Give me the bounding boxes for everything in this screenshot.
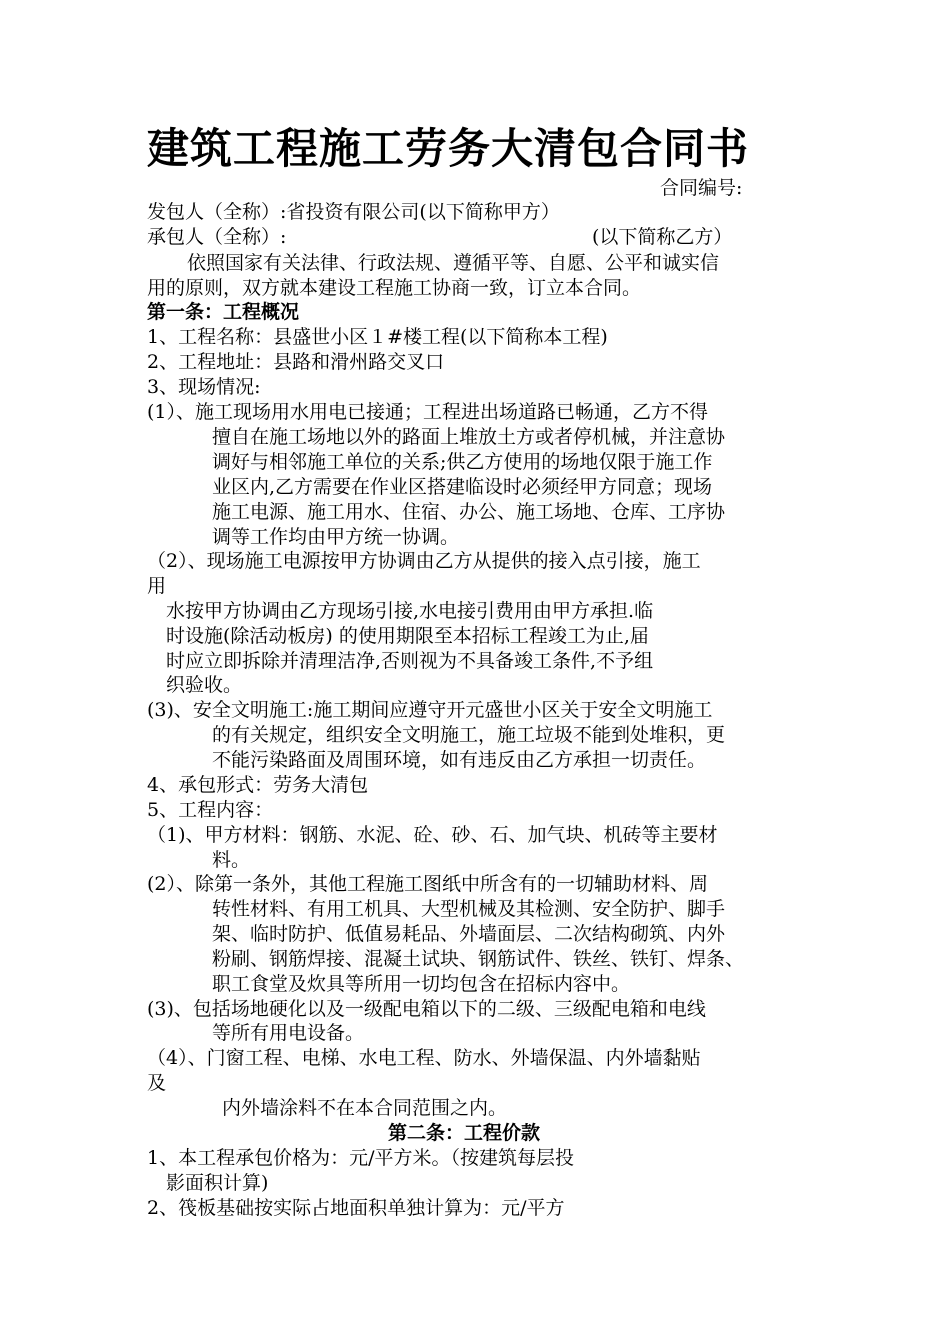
- document-title: 建筑工程施工劳务大清包合同书: [147, 124, 750, 173]
- site-conditions-heading: 3、现场情况:: [147, 376, 261, 398]
- site-item-3-line: (3)、安全文明施工:施工期间应遵守开元盛世小区关于安全文明施工: [147, 699, 713, 721]
- site-item-2-line: 时设施(除活动板房) 的使用期限至本招标工程竣工为止,届: [166, 625, 649, 647]
- site-item-1-line: 调好与相邻施工单位的关系;供乙方使用的场地仅限于施工作: [212, 451, 713, 473]
- site-item-2-line: （2）、现场施工电源按甲方协调由乙方从提供的接入点引接，施工: [147, 550, 701, 572]
- content-item-1-line: 料。: [212, 849, 251, 871]
- party-a-line: 发包人（全称）:省投资有限公司(以下简称甲方）: [147, 201, 560, 223]
- content-item-4-line: （4）、门窗工程、电梯、水电工程、防水、外墙保温、内外墙黏贴: [147, 1047, 701, 1069]
- site-item-2-line: 时应立即拆除并清理洁净,否则视为不具备竣工条件,不予组: [166, 650, 654, 672]
- raft-foundation-price: 2、筏板基础按实际占地面积单独计算为：元/平方: [147, 1197, 565, 1219]
- article-2-heading: 第二条：工程价款: [388, 1122, 541, 1144]
- site-item-1-line: 施工电源、施工用水、住宿、办公、施工场地、仓库、工序协: [212, 501, 726, 523]
- project-address: 2、工程地址：县路和滑州路交叉口: [147, 351, 445, 373]
- party-b-label: 承包人（全称）:: [147, 226, 287, 248]
- site-item-3-line: 不能污染路面及周围环境，如有违反由乙方承担一切责任。: [212, 749, 707, 771]
- contract-form: 4、承包形式：劳务大清包: [147, 774, 369, 796]
- content-item-2-line: 架、临时防护、低值易耗品、外墙面层、二次结构砌筑、内外: [212, 923, 726, 945]
- content-item-1-line: （1)、甲方材料：钢筋、水泥、砼、砂、石、加气块、机砖等主要材: [147, 824, 718, 846]
- intro-line: 依照国家有关法律、行政法规、遵循平等、自愿、公平和诚实信: [187, 252, 720, 274]
- site-item-2-line: 织验收。: [166, 674, 243, 696]
- party-b-suffix: (以下简称乙方）: [592, 226, 733, 248]
- site-item-1-line: 擅自在施工场地以外的路面上堆放土方或者停机械，并注意协: [212, 426, 726, 448]
- content-item-2-line: 职工食堂及炊具等所用一切均包含在招标内容中。: [212, 973, 631, 995]
- intro-line: 用的原则，双方就本建设工程施工协商一致，订立本合同。: [147, 277, 642, 299]
- content-item-2-line: (2）、除第一条外，其他工程施工图纸中所含有的一切辅助材料、周: [147, 873, 709, 895]
- site-item-3-line: 的有关规定，组织安全文明施工，施工垃圾不能到处堆积，更: [212, 724, 726, 746]
- project-content-heading: 5、工程内容：: [147, 799, 274, 821]
- project-name: 1、工程名称：县盛世小区１#楼工程(以下简称本工程): [147, 326, 608, 348]
- site-item-1-line: 调等工作均由甲方统一协调。: [212, 526, 460, 548]
- content-item-4-line: 及: [147, 1072, 167, 1094]
- site-item-1-line: 业区内,乙方需要在作业区搭建临设时必须经甲方同意；现场: [212, 476, 713, 498]
- content-item-4-line: 内外墙涂料不在本合同范围之内。: [222, 1097, 508, 1119]
- content-item-3-line: 等所有用电设备。: [212, 1022, 365, 1044]
- price-line: 1、本工程承包价格为：元/平方米。（按建筑每层投: [147, 1147, 574, 1169]
- contract-number-label: 合同编号:: [660, 177, 743, 199]
- site-item-1-line: (1）、施工现场用水用电已接通；工程进出场道路已畅通，乙方不得: [147, 401, 709, 423]
- site-item-2-line: 用: [147, 575, 167, 597]
- site-item-2-line: 水按甲方协调由乙方现场引接,水电接引费用由甲方承担.临: [166, 600, 654, 622]
- content-item-2-line: 转性材料、有用工机具、大型机械及其检测、安全防护、脚手: [212, 898, 726, 920]
- content-item-2-line: 粉刷、钢筋焊接、混凝土试块、钢筋试件、铁丝、铁钉、焊条、: [212, 948, 745, 970]
- content-item-3-line: (3)、包括场地硬化以及一级配电箱以下的二级、三级配电箱和电线: [147, 998, 706, 1020]
- article-1-heading: 第一条：工程概况: [147, 301, 300, 323]
- price-line: 影面积计算): [166, 1172, 269, 1194]
